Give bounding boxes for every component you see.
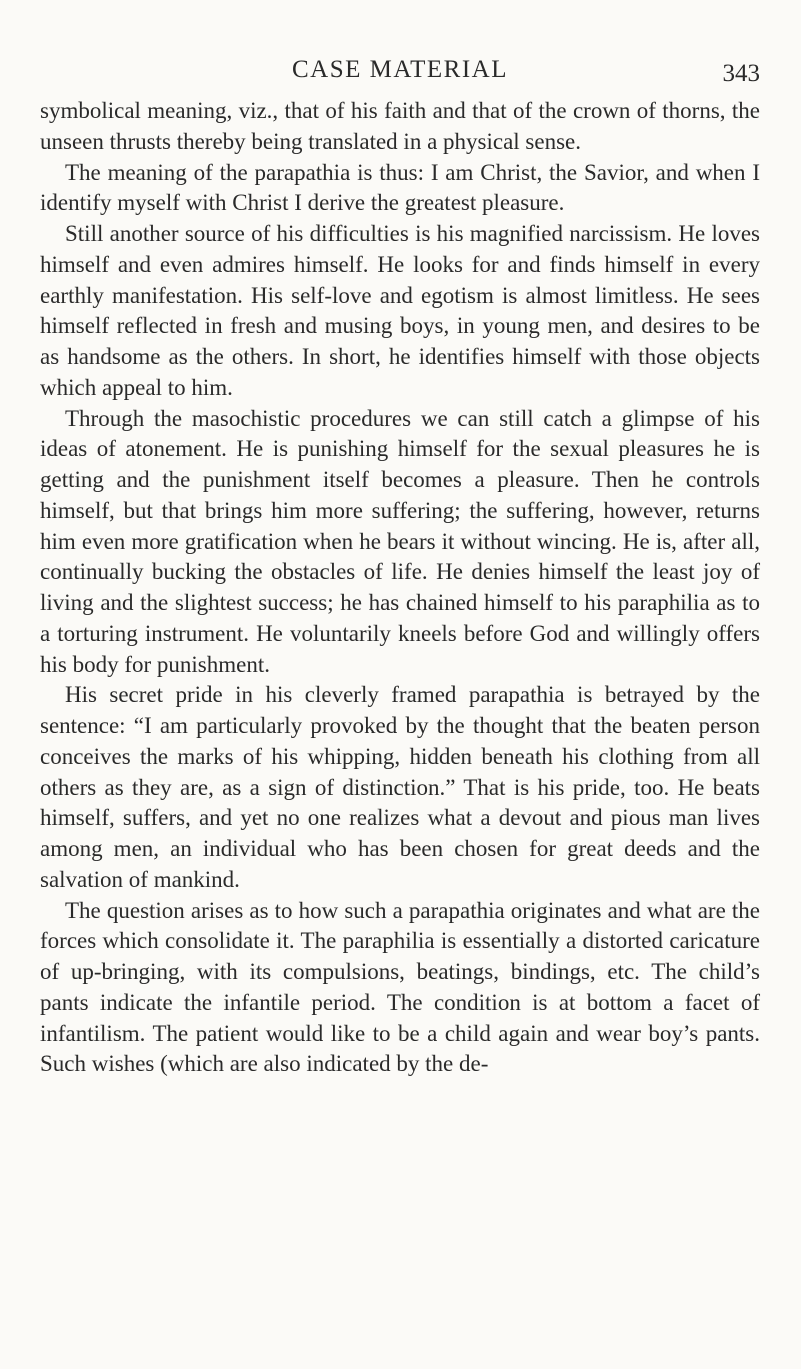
page-number: 343 — [722, 60, 760, 87]
paragraph-3: Still another source of his difficulties is his magnified narcissism. He loves himself and even admires himself. He looks for and finds himself in every earthly manifestation. His self-love and egotism is almost limitless. He sees himself reflected in fresh and musing boys, in young men, and desires to be as handsome as the others. In short, he identifies himself with those objects which appeal to him. — [40, 221, 760, 400]
body-text — [40, 96, 760, 1080]
paragraph-5: His secret pride in his cleverly framed parapathia is betrayed by the sentence: “I am particularly provoked by the thought that the beaten person conceives the marks of his whipping, hidden beneath his clothing from all others as they are, as a sign of distinction.” That is his pride, too. He beats himself, suffers, and yet no one realizes what a devout and pious man lives among men, an individual who has been chosen for great deeds and the salvation of mankind. — [40, 682, 760, 892]
paragraph-1: symbolical meaning, viz., that of his faith and that of the crown of thorns, the unseen thrusts thereby being translated in a physical sense. — [40, 98, 760, 154]
paragraph-2: The meaning of the parapathia is thus: I am Christ, the Savior, and when I identify myself with Christ I derive the greatest pleasure. — [40, 159, 760, 216]
paragraph-4: Through the masochistic procedures we can still catch a glimpse of his ideas of atonement. He is punishing himself for the sexual pleasures he is getting and the punishment itself becomes a pleasure. Then he controls himself, but that brings him more suffering; the suffering, however, returns him even more gratification when he bears it without wincing. He is, after all, continually bucking the obstacles of life. He denies himself the least joy of living and the slightest success; he has chained himself to his paraphilia as to a torturing instrument. He voluntarily kneels before God and willingly offers his body for punishment. — [40, 405, 760, 677]
paragraph-6: The question arises as to how such a parapathia originates and what are the forces which consolidate it. The paraphilia is essentially a distorted caricature of up-bringing, with its compulsions, beatings, bindings, etc. The child’s pants indicate the infantile period. The condition is at bottom a facet of infantilism. The patient would like to be a child again and wear boy’s pants. Such wishes (which are also indicated by the de- — [40, 897, 760, 1077]
running-title: CASE MATERIAL — [291, 56, 509, 83]
running-head — [40, 54, 760, 94]
book-page — [40, 54, 760, 1080]
